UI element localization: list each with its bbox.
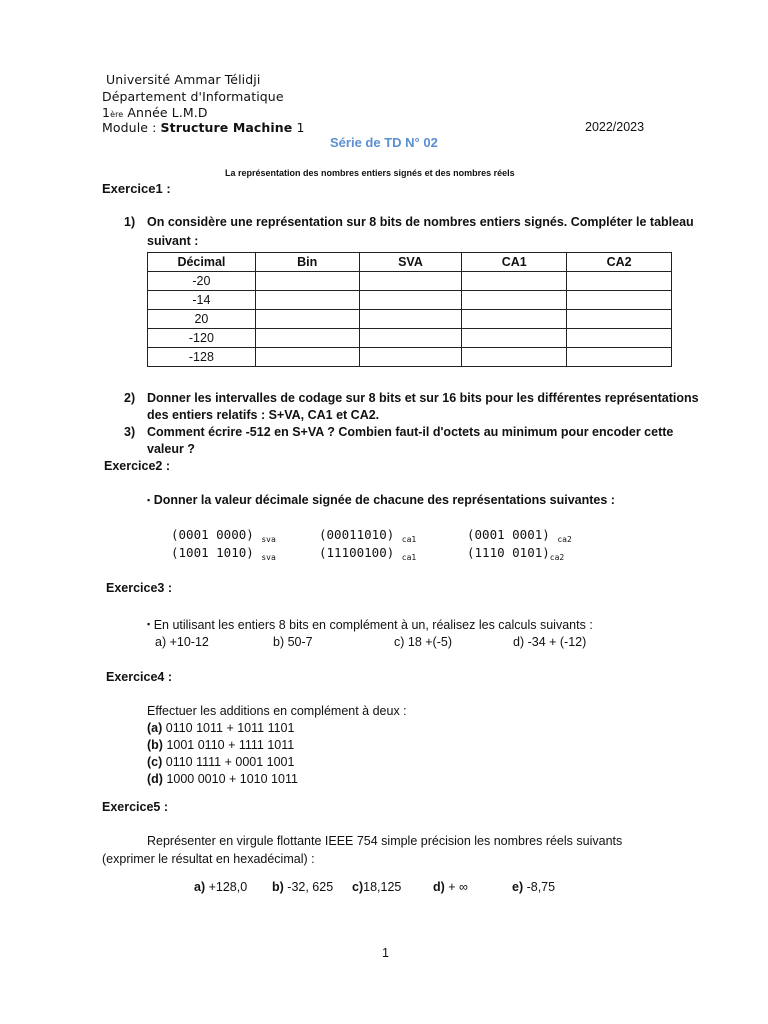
table-row — [148, 348, 672, 367]
ex3-heading: Exercice3 : — [106, 581, 173, 595]
empty-cell[interactable] — [255, 348, 359, 367]
col-header-ca1: CA1 — [462, 253, 567, 272]
bullet-icon: ▪ — [147, 495, 151, 505]
ex4-item: (b) 1001 0110 + 1111 1011 — [147, 738, 295, 752]
ex2-item: (11100100) $_{ca1}$ — [319, 545, 417, 562]
ex5-item-c: c)18,125 — [352, 880, 402, 894]
decimal-cell: -120 — [148, 329, 256, 348]
ex3-item-b: b) 50-7 — [273, 635, 313, 649]
page-title: Série de TD N° 02 — [330, 135, 438, 150]
decimal-cell: -14 — [148, 291, 256, 310]
department-name: Département d'Informatique — [102, 89, 284, 104]
empty-cell[interactable] — [567, 272, 672, 291]
empty-cell[interactable] — [462, 348, 567, 367]
ex4-instruction: Effectuer les additions en complément à deux : — [147, 704, 407, 718]
col-header-sva: SVA — [359, 253, 462, 272]
bullet-icon: ▪ — [147, 619, 151, 629]
table-header-row — [148, 253, 672, 272]
table-row — [148, 310, 672, 329]
decimal-cell: 20 — [148, 310, 256, 329]
university-name: Université Ammar Télidji — [106, 72, 261, 87]
ex1-q1-text-cont: suivant : — [147, 234, 199, 248]
empty-cell[interactable] — [462, 329, 567, 348]
page-subtitle: La représentation des nombres entiers signés et des nombres réels — [225, 168, 515, 178]
ex2-instruction: ▪ Donner la valeur décimale signée de chacune des représentations suivantes : — [147, 493, 615, 507]
empty-cell[interactable] — [462, 310, 567, 329]
ex5-heading: Exercice5 : — [102, 800, 169, 814]
representation-table — [147, 252, 672, 367]
ex4-item: (c) 0110 1111 + 0001 1001 — [147, 755, 295, 769]
ex1-q3-text-cont: valeur ? — [147, 442, 195, 456]
module-line: Module : Structure Machine 1 — [102, 120, 305, 135]
page-number: 1 — [382, 946, 389, 960]
ex1-q3-text: Comment écrire -512 en S+VA ? Combien faut-il d'octets au minimum pour encoder cette — [147, 425, 674, 439]
ex2-item: (0001 0000) $_{sva}$ — [171, 527, 276, 544]
ex3-item-a: a) +10-12 — [155, 635, 209, 649]
ex1-q2-text: Donner les intervalles de codage sur 8 bits et sur 16 bits pour les différentes représentations — [147, 391, 699, 405]
decimal-cell: -128 — [148, 348, 256, 367]
empty-cell[interactable] — [359, 291, 462, 310]
ex5-item-e: e) -8,75 — [512, 880, 556, 894]
ex1-q2-number: 2) — [124, 391, 136, 405]
empty-cell[interactable] — [359, 272, 462, 291]
table-row — [148, 291, 672, 310]
ex4-heading: Exercice4 : — [106, 670, 173, 684]
ex4-item: (d) 1000 0010 + 1010 1011 — [147, 772, 298, 786]
empty-cell[interactable] — [255, 329, 359, 348]
empty-cell[interactable] — [567, 329, 672, 348]
ex1-q1-text: On considère une représentation sur 8 bits de nombres entiers signés. Compléter le tableau — [147, 215, 694, 229]
year-level: 1ère Année L.M.D — [102, 105, 208, 120]
ex2-item: (0001 0001) $_{ca2}$ — [467, 527, 572, 544]
empty-cell[interactable] — [255, 272, 359, 291]
academic-year: 2022/2023 — [585, 120, 645, 134]
empty-cell[interactable] — [567, 348, 672, 367]
ex1-q3-number: 3) — [124, 425, 136, 439]
table-row — [148, 272, 672, 291]
ex4-item: (a) 0110 1011 + 1011 1101 — [147, 721, 295, 735]
empty-cell[interactable] — [359, 348, 462, 367]
ex1-heading: Exercice1 : — [102, 181, 171, 196]
ex5-item-a: a) +128,0 — [194, 880, 248, 894]
ex5-instruction: Représenter en virgule flottante IEEE 754 simple précision les nombres réels suivants — [147, 834, 623, 848]
ex1-q2-text-cont: des entiers relatifs : S+VA, CA1 et CA2. — [147, 408, 380, 422]
ex2-heading: Exercice2 : — [104, 459, 171, 473]
ex3-item-c: c) 18 +(-5) — [394, 635, 453, 649]
col-header-ca2: CA2 — [567, 253, 672, 272]
empty-cell[interactable] — [359, 329, 462, 348]
empty-cell[interactable] — [462, 291, 567, 310]
table-row — [148, 329, 672, 348]
ex1-q1-number: 1) — [124, 215, 136, 229]
ex2-item: (00011010) $_{ca1}$ — [319, 527, 417, 544]
ex5-instruction-cont: (exprimer le résultat en hexadécimal) : — [102, 852, 315, 866]
col-header-bin: Bin — [255, 253, 359, 272]
ex5-item-d: d) + ∞ — [433, 880, 468, 894]
empty-cell[interactable] — [567, 291, 672, 310]
col-header-decimal: Décimal — [148, 253, 256, 272]
ex2-item: (1001 1010) $_{sva}$ — [171, 545, 276, 562]
ex2-item: (1110 $0101)_{ca2}$ — [467, 545, 565, 562]
empty-cell[interactable] — [255, 291, 359, 310]
empty-cell[interactable] — [359, 310, 462, 329]
ex3-instruction: ▪ En utilisant les entiers 8 bits en complément à un, réalisez les calculs suivants : — [147, 618, 593, 632]
empty-cell[interactable] — [255, 310, 359, 329]
empty-cell[interactable] — [462, 272, 567, 291]
ex3-item-d: d) -34 + (-12) — [513, 635, 587, 649]
decimal-cell: -20 — [148, 272, 256, 291]
ex5-item-b: b) -32, 625 — [272, 880, 334, 894]
empty-cell[interactable] — [567, 310, 672, 329]
